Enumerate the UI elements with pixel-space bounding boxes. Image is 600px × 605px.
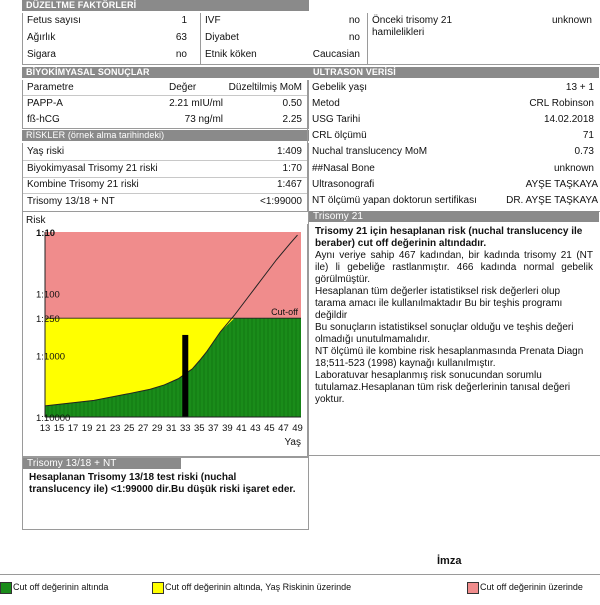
prev-t21-label: Önceki trisomy 21 hamilelikleri	[372, 15, 453, 38]
biochem-row-pappa: PAPP-A 2.21 mIU/ml 0.50	[27, 98, 302, 109]
x-tick-label: 23	[109, 423, 121, 434]
y-tick-label: 1:10	[36, 228, 56, 239]
x-tick-label: 37	[208, 423, 219, 434]
x-tick-label: 31	[165, 423, 177, 434]
biochem-header: BİYOKİMYASAL SONUÇLAR	[22, 67, 309, 78]
biochem-row-hcg: fß-hCG 73 ng/ml 2.25	[27, 114, 302, 125]
y-axis-label: Risk	[26, 215, 46, 226]
y-tick-label: 1:250	[36, 314, 60, 326]
legend-green-swatch	[0, 582, 12, 594]
patient-risk-marker	[182, 335, 188, 417]
x-axis-label: Yaş	[284, 437, 301, 448]
cutoff-label: Cut-off	[271, 307, 298, 318]
adjust-row-ivf: IVF no	[205, 15, 360, 26]
signature-label: İmza	[437, 555, 462, 567]
high-risk-zone	[45, 232, 301, 318]
adjust-row-diabetes: Diyabet no	[205, 32, 360, 43]
risk-chart-panel	[22, 211, 309, 457]
x-tick-label: 35	[194, 423, 205, 434]
risks-header: RİSKLER (örnek alma tarihindeki)	[22, 130, 309, 141]
biochem-header-row: Parametre Değer Düzeltilmiş MoM	[27, 82, 302, 93]
risk-chart	[23, 212, 308, 456]
legend-green-label: Cut off değerinin altında	[13, 582, 109, 592]
t21-para-3: Bu sonuçların istatistiksel sonuçlar olduğu ve teşhis değeri olmadığı unutulmamalıdır.	[315, 322, 574, 345]
adjust-row-ethnic: Etnik köken Caucasian	[205, 49, 360, 60]
adjust-row-weight: Ağırlık 63	[27, 32, 187, 43]
t1318-text: Hesaplanan Trisomy 13/18 test riski (nuchal translucency ile) <1:99000 dir.Bu düşük riski işaret eder.	[29, 472, 296, 495]
x-tick-label: 41	[236, 423, 247, 434]
x-tick-label: 33	[179, 423, 191, 434]
ultrasound-panel	[307, 80, 600, 212]
x-tick-label: 19	[81, 423, 93, 434]
us-row-crl: CRL ölçümü 71	[312, 130, 594, 141]
legend-red-swatch	[467, 582, 479, 594]
us-row-method: Metod CRL Robinson	[312, 98, 594, 109]
risk-row-biochem: Biyokimyasal Trisomy 21 riski 1:70	[27, 163, 302, 174]
us-row-sonographer: Ultrasonografi AYŞE TAŞKAYA	[312, 179, 598, 190]
t21-summary: Trisomy 21 için hesaplanan risk (nuchal translucency ile beraber) cut off değerinin altındadır.	[315, 226, 583, 249]
adjust-panel	[22, 13, 600, 65]
x-tick-label: 27	[137, 423, 149, 434]
x-tick-label: 45	[264, 423, 275, 434]
x-tick-label: 47	[278, 423, 289, 434]
x-tick-label: 21	[95, 423, 107, 434]
x-tick-label: 43	[250, 423, 261, 434]
legend-yellow-swatch	[152, 582, 164, 594]
us-row-cert: NT ölçümü yapan doktorun sertifikası DR. AYŞE TAŞKAYA	[312, 195, 598, 206]
us-row-nasal: ##Nasal Bone unknown	[312, 163, 594, 174]
y-tick-label: 1:1000	[36, 351, 66, 363]
t21-panel	[307, 224, 600, 456]
legend-red-label: Cut off değerinin üzerinde	[480, 582, 583, 592]
t21-para-2: Hesaplanan tüm değerler istatistiksel risk değerleri olup tarama amacı ile kullanılmaktadır Bu bir teşhis programı değildir	[315, 286, 563, 321]
adjust-row-fetus: Fetus sayısı 1	[27, 15, 187, 26]
x-tick-label: 39	[222, 423, 233, 434]
y-tick-label: 1:100	[36, 289, 60, 301]
legend-yellow-label: Cut off değerinin altında, Yaş Riskinin üzerinde	[165, 582, 352, 592]
t21-header: Trisomy 21	[309, 211, 599, 222]
adjust-row-smoking: Sigara no	[27, 49, 187, 60]
adjust-header: DÜZELTME FAKTÖRLERİ	[22, 0, 309, 11]
risk-row-age: Yaş riski 1:409	[27, 146, 302, 157]
x-tick-label: 29	[151, 423, 163, 434]
x-tick-label: 49	[292, 423, 303, 434]
us-row-date: USG Tarihi 14.02.2018	[312, 114, 594, 125]
x-tick-label: 17	[67, 423, 79, 434]
x-tick-label: 25	[123, 423, 135, 434]
t21-para-4: NT ölçümü ile kombine risk hesaplanmasında Prenata Diagn 18;511-523 (1998) kaynağı kullanılmıştır.	[315, 346, 584, 369]
x-tick-label: 15	[53, 423, 65, 434]
risk-row-t1318: Trisomy 13/18 + NT <1:99000	[27, 196, 302, 207]
prev-t21-value: unknown	[551, 15, 592, 26]
us-row-nt: Nuchal translucency MoM 0.73	[312, 146, 594, 157]
t1318-panel	[22, 457, 309, 530]
t21-para-5: Laboratuvar hesaplanmış risk sonucundan sorumlu tutulamaz.Hesaplanan tüm risk değerlerinin tanısal değeri yoktur.	[315, 370, 571, 405]
ultrasound-header: ULTRASON VERİSİ	[309, 67, 599, 78]
t1318-header: Trisomy 13/18 + NT	[23, 458, 181, 469]
us-row-gestage: Gebelik yaşı 13 + 1	[312, 82, 594, 93]
risk-row-combined: Kombine Trisomy 21 riski 1:467	[27, 179, 302, 190]
t21-para-1: Aynı veriye sahip 467 kadından, bir kadında trisomy 21 (NT ile) li gebeliğe rastlanmıştır. 466 kadında normal gebelik görülmüştür.	[315, 250, 593, 285]
y-tick-label: 1:10000	[36, 413, 71, 424]
biochem-panel	[22, 80, 309, 129]
x-tick-label: 13	[39, 423, 51, 434]
risks-panel	[22, 143, 309, 212]
